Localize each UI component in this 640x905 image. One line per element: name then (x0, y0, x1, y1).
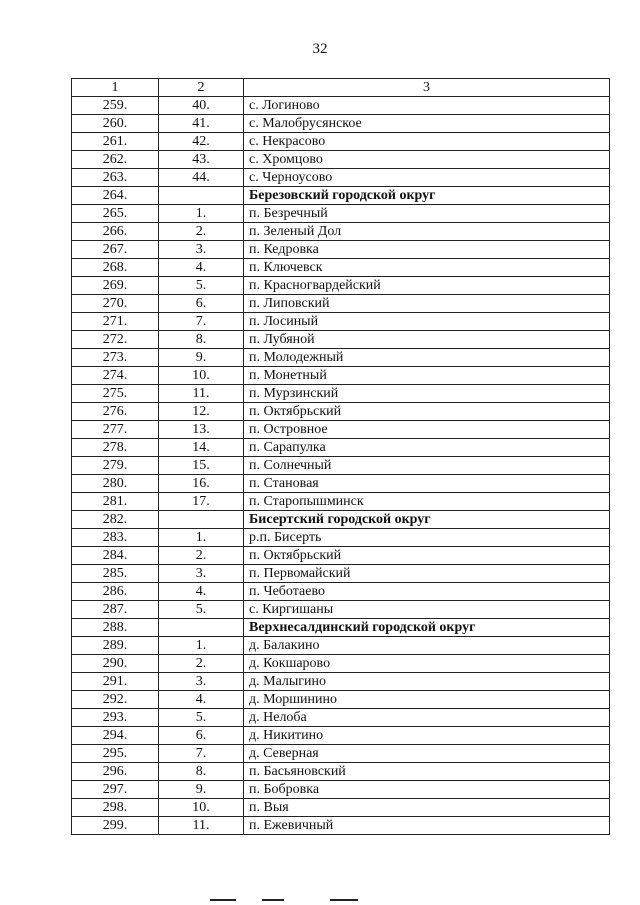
scan-edge-mark (262, 899, 284, 901)
table-row (72, 781, 610, 799)
district-row (72, 619, 610, 637)
table-row (72, 133, 610, 151)
row-number: 277. (72, 421, 159, 439)
table-row (72, 115, 610, 133)
settlement-name: п. Бобровка (244, 781, 610, 799)
settlement-name: п. Мурзинский (244, 385, 610, 403)
settlement-name: п. Безречный (244, 205, 610, 223)
table-row (72, 367, 610, 385)
table-row (72, 673, 610, 691)
table-row (72, 583, 610, 601)
sub-number: 41. (159, 115, 244, 133)
settlement-name: п. Кедровка (244, 241, 610, 259)
column-header-3: 3 (244, 79, 610, 97)
sub-number: 1. (159, 637, 244, 655)
sub-number: 11. (159, 817, 244, 835)
row-number: 271. (72, 313, 159, 331)
sub-number: 3. (159, 673, 244, 691)
table-row (72, 403, 610, 421)
settlement-name: п. Ключевск (244, 259, 610, 277)
settlement-name: с. Киргишаны (244, 601, 610, 619)
sub-number (159, 511, 244, 529)
row-number: 284. (72, 547, 159, 565)
table-header-row (72, 79, 610, 97)
row-number: 278. (72, 439, 159, 457)
column-header-2: 2 (159, 79, 244, 97)
row-number: 264. (72, 187, 159, 205)
sub-number: 2. (159, 655, 244, 673)
settlement-name: д. Балакино (244, 637, 610, 655)
sub-number: 44. (159, 169, 244, 187)
settlement-name: п. Лубяной (244, 331, 610, 349)
sub-number: 6. (159, 727, 244, 745)
settlement-name: п. Первомайский (244, 565, 610, 583)
sub-number: 11. (159, 385, 244, 403)
row-number: 268. (72, 259, 159, 277)
table-body (72, 79, 610, 835)
table-row (72, 493, 610, 511)
row-number: 295. (72, 745, 159, 763)
sub-number: 5. (159, 709, 244, 727)
sub-number: 6. (159, 295, 244, 313)
settlement-name: п. Солнечный (244, 457, 610, 475)
district-row (72, 187, 610, 205)
table-row (72, 313, 610, 331)
sub-number: 4. (159, 583, 244, 601)
row-number: 282. (72, 511, 159, 529)
settlement-name: п. Липовский (244, 295, 610, 313)
settlement-name: п. Басьяновский (244, 763, 610, 781)
table-row (72, 727, 610, 745)
settlement-name: п. Сарапулка (244, 439, 610, 457)
row-number: 259. (72, 97, 159, 115)
settlement-name: п. Монетный (244, 367, 610, 385)
sub-number: 5. (159, 277, 244, 295)
settlement-name: с. Черноусово (244, 169, 610, 187)
row-number: 270. (72, 295, 159, 313)
settlement-name: д. Никитино (244, 727, 610, 745)
row-number: 285. (72, 565, 159, 583)
sub-number: 8. (159, 763, 244, 781)
row-number: 298. (72, 799, 159, 817)
sub-number (159, 187, 244, 205)
settlement-name: д. Малыгино (244, 673, 610, 691)
table-row (72, 331, 610, 349)
table-row (72, 655, 610, 673)
row-number: 291. (72, 673, 159, 691)
sub-number: 1. (159, 205, 244, 223)
table-row (72, 691, 610, 709)
row-number: 267. (72, 241, 159, 259)
sub-number: 9. (159, 349, 244, 367)
table-row (72, 637, 610, 655)
settlement-name: п. Выя (244, 799, 610, 817)
row-number: 288. (72, 619, 159, 637)
sub-number: 4. (159, 691, 244, 709)
settlement-name: д. Моршинино (244, 691, 610, 709)
district-name: Бисертский городской округ (244, 511, 610, 529)
settlement-name: п. Ежевичный (244, 817, 610, 835)
table-row (72, 763, 610, 781)
sub-number: 15. (159, 457, 244, 475)
table-row (72, 565, 610, 583)
table-row (72, 439, 610, 457)
row-number: 263. (72, 169, 159, 187)
settlement-name: д. Кокшарово (244, 655, 610, 673)
table-row (72, 295, 610, 313)
row-number: 286. (72, 583, 159, 601)
table-row (72, 385, 610, 403)
sub-number: 40. (159, 97, 244, 115)
settlement-name: с. Логиново (244, 97, 610, 115)
row-number: 269. (72, 277, 159, 295)
table-row (72, 151, 610, 169)
table-row (72, 475, 610, 493)
table-row (72, 601, 610, 619)
table-row (72, 259, 610, 277)
sub-number: 10. (159, 367, 244, 385)
row-number: 266. (72, 223, 159, 241)
settlement-name: п. Октябрьский (244, 547, 610, 565)
sub-number: 7. (159, 745, 244, 763)
sub-number: 9. (159, 781, 244, 799)
settlement-name: п. Чеботаево (244, 583, 610, 601)
row-number: 287. (72, 601, 159, 619)
table-row (72, 241, 610, 259)
settlement-name: с. Хромцово (244, 151, 610, 169)
row-number: 276. (72, 403, 159, 421)
row-number: 260. (72, 115, 159, 133)
table-row (72, 745, 610, 763)
table-row (72, 709, 610, 727)
table-row (72, 421, 610, 439)
row-number: 299. (72, 817, 159, 835)
settlement-name: п. Становая (244, 475, 610, 493)
settlement-name: д. Нелоба (244, 709, 610, 727)
sub-number: 3. (159, 565, 244, 583)
row-number: 296. (72, 763, 159, 781)
row-number: 292. (72, 691, 159, 709)
settlement-name: п. Красногвардейский (244, 277, 610, 295)
settlement-name: п. Островное (244, 421, 610, 439)
row-number: 294. (72, 727, 159, 745)
settlements-table (71, 78, 610, 835)
table-row (72, 529, 610, 547)
row-number: 290. (72, 655, 159, 673)
table-row (72, 457, 610, 475)
row-number: 281. (72, 493, 159, 511)
settlement-name: с. Некрасово (244, 133, 610, 151)
page-number: 32 (312, 41, 328, 57)
settlement-name: с. Малобрусянское (244, 115, 610, 133)
settlement-name: п. Зеленый Дол (244, 223, 610, 241)
table-row (72, 277, 610, 295)
sub-number: 12. (159, 403, 244, 421)
row-number: 275. (72, 385, 159, 403)
table-row (72, 223, 610, 241)
sub-number: 16. (159, 475, 244, 493)
row-number: 283. (72, 529, 159, 547)
row-number: 279. (72, 457, 159, 475)
row-number: 289. (72, 637, 159, 655)
sub-number: 4. (159, 259, 244, 277)
table-row (72, 97, 610, 115)
settlement-name: п. Лосиный (244, 313, 610, 331)
row-number: 274. (72, 367, 159, 385)
table-row (72, 205, 610, 223)
row-number: 273. (72, 349, 159, 367)
sub-number (159, 619, 244, 637)
column-header-1: 1 (72, 79, 159, 97)
district-name: Березовский городской округ (244, 187, 610, 205)
table-row (72, 817, 610, 835)
row-number: 280. (72, 475, 159, 493)
row-number: 265. (72, 205, 159, 223)
table-row (72, 799, 610, 817)
sub-number: 5. (159, 601, 244, 619)
sub-number: 43. (159, 151, 244, 169)
sub-number: 7. (159, 313, 244, 331)
sub-number: 8. (159, 331, 244, 349)
sub-number: 17. (159, 493, 244, 511)
table-row (72, 169, 610, 187)
sub-number: 3. (159, 241, 244, 259)
sub-number: 1. (159, 529, 244, 547)
table-row (72, 547, 610, 565)
sub-number: 42. (159, 133, 244, 151)
settlement-name: п. Старопышминск (244, 493, 610, 511)
row-number: 261. (72, 133, 159, 151)
row-number: 293. (72, 709, 159, 727)
row-number: 297. (72, 781, 159, 799)
row-number: 262. (72, 151, 159, 169)
scan-edge-mark (210, 899, 236, 901)
scan-edge-mark (330, 899, 358, 901)
settlement-name: п. Октябрьский (244, 403, 610, 421)
table-row (72, 349, 610, 367)
sub-number: 14. (159, 439, 244, 457)
settlement-name: п. Молодежный (244, 349, 610, 367)
sub-number: 2. (159, 547, 244, 565)
settlement-name: р.п. Бисерть (244, 529, 610, 547)
sub-number: 2. (159, 223, 244, 241)
district-row (72, 511, 610, 529)
sub-number: 13. (159, 421, 244, 439)
district-name: Верхнесалдинский городской округ (244, 619, 610, 637)
sub-number: 10. (159, 799, 244, 817)
row-number: 272. (72, 331, 159, 349)
settlement-name: д. Северная (244, 745, 610, 763)
